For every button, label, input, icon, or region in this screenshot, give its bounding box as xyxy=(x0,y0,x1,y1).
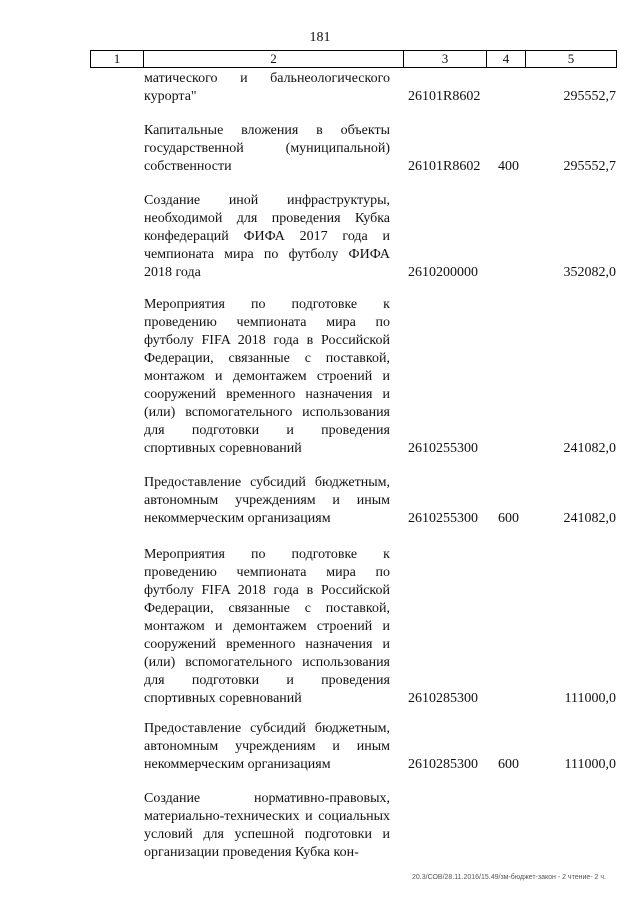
table-row xyxy=(144,296,616,458)
column-header-1: 1 xyxy=(91,51,144,67)
row-amount: 241082,0 xyxy=(563,441,616,456)
table-row xyxy=(144,720,616,774)
row-amount: 111000,0 xyxy=(564,691,616,706)
row-amount: 352082,0 xyxy=(563,265,616,280)
row-code: 2610255300 xyxy=(408,511,478,526)
table-row xyxy=(144,474,616,528)
row-code: 26101R8602 xyxy=(408,159,481,174)
table-row xyxy=(144,192,616,282)
table-row xyxy=(144,546,616,708)
row-group: 400 xyxy=(498,159,519,174)
column-header-5: 5 xyxy=(567,51,575,66)
row-code: 2610285300 xyxy=(408,691,478,706)
row-code: 2610285300 xyxy=(408,757,478,772)
row-description: Предоставление субсидий бюджетным, автономным учреждениям и иным некоммерческим организациям xyxy=(144,721,390,772)
table-header xyxy=(90,50,617,68)
table-row xyxy=(144,70,616,106)
row-description: Создание иной инфраструктуры, необходимой для проведения Кубка конфедераций ФИФА 2017 года и чемпионата мира по футболу ФИФА 2018 года xyxy=(144,193,390,280)
row-description: Создание нормативно-правовых, материально-технических и социальных условий для успешной подготовки и организации проведения Кубка кон- xyxy=(144,791,390,860)
document-footer: 20.3/СОВ/28.11.2016/15.49/зм-бюджет-закон - 2 чтение- 2 ч. xyxy=(412,874,606,881)
column-header-4: 4 xyxy=(487,51,526,67)
page-number: 181 xyxy=(309,30,331,45)
row-code: 26101R8602 xyxy=(408,89,481,104)
row-description: Предоставление субсидий бюджетным, автономным учреждениям и иным некоммерческим организациям xyxy=(144,475,390,526)
row-description: Мероприятия по подготовке к проведению чемпионата мира по футболу FIFA 2018 года в Российской Федерации, связанные с поставкой, монтажом и демонтажем строений и сооружений временного назначения и (или) вспомогательного использования для подготовки и проведения спортивных соревнований xyxy=(144,547,390,706)
row-group: 600 xyxy=(498,511,519,526)
table-row xyxy=(144,790,616,862)
row-description: Мероприятия по подготовке к проведению чемпионата мира по футболу FIFA 2018 года в Российской Федерации, связанные с поставкой, монтажом и демонтажем строений и сооружений временного назначения и (или) вспомогательного использования для подготовки и проведения спортивных соревнований xyxy=(144,297,390,456)
row-amount: 295552,7 xyxy=(563,89,616,104)
row-code: 2610255300 xyxy=(408,441,478,456)
row-description: Капитальные вложения в объекты государственной (муниципальной) собственности xyxy=(144,123,390,174)
row-amount: 295552,7 xyxy=(563,159,616,174)
table-row xyxy=(144,122,616,176)
row-group: 600 xyxy=(498,757,519,772)
column-header-3: 3 xyxy=(404,51,487,67)
column-header-2: 2 xyxy=(144,51,404,67)
row-amount: 241082,0 xyxy=(563,511,616,526)
row-description: матического и бальнеологического курорта" xyxy=(144,71,390,104)
row-amount: 111000,0 xyxy=(564,757,616,772)
row-code: 2610200000 xyxy=(408,265,478,280)
